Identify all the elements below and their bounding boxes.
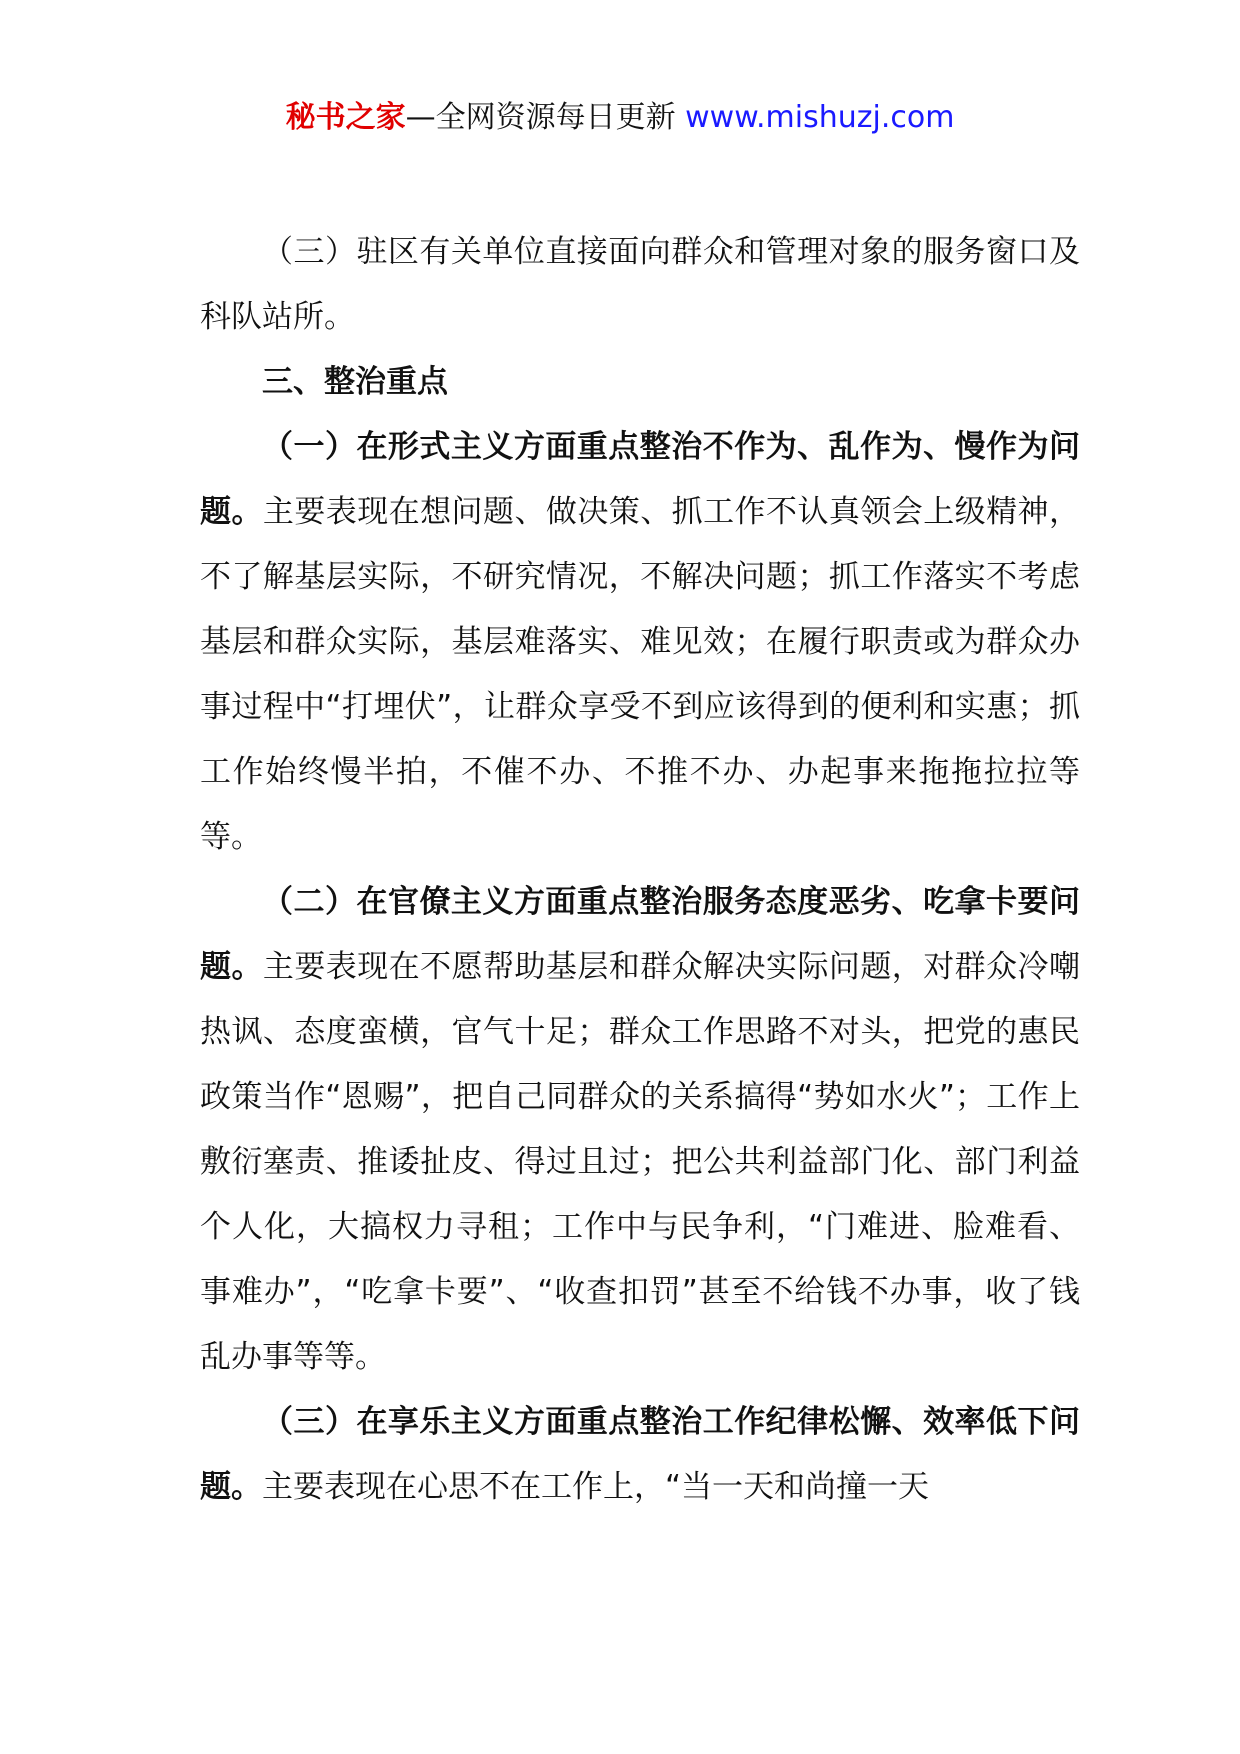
site-url-link[interactable]: www.mishuzj.com (685, 100, 955, 135)
paragraph-text: 主要表现在心思不在工作上，“当一天和尚撞一天 (262, 1469, 930, 1505)
paragraph-bureaucratism (200, 870, 1080, 1390)
paragraph-text: 主要表现在想问题、做决策、抓工作不认真领会上级精神，不了解基层实际，不研究情况，不解决问题；抓工作落实不考虑基层和群众实际，基层难落实、难见效；在履行职责或为群众办事过程中“打埋伏”，让群众享受不到应该得到的便利和实惠；抓工作始终慢半拍，不催不办、不推不办、办起事来拖拖拉拉等等。 (200, 494, 1080, 855)
paragraph-text: （三）驻区有关单位直接面向群众和管理对象的服务窗口及科队站所。 (200, 234, 1080, 335)
paragraph-scope-three (200, 220, 1080, 350)
paragraph-hedonism (200, 1390, 1080, 1520)
paragraph-text: 主要表现在不愿帮助基层和群众解决实际问题，对群众冷嘲热讽、态度蛮横，官气十足；群众工作思路不对头，把党的惠民政策当作“恩赐”，把自己同群众的关系搞得“势如水火”；工作上敷衍塞责、推诿扯皮、得过且过；把公共利益部门化、部门利益个人化，大搞权力寻租；工作中与民争利，“门难进、脸难看、事难办”，“吃拿卡要”、“收查扣罚”甚至不给钱不办事，收了钱乱办事等等。 (200, 949, 1080, 1375)
paragraph-formalism (200, 415, 1080, 870)
paragraph-lead: （二）在官僚主义方面重点整治服务态度恶劣、吃拿卡要问题。 (200, 884, 1080, 985)
header-tagline: —全网资源每日更新 (405, 100, 686, 135)
section-heading-key-points: 三、整治重点 (262, 364, 448, 400)
paragraph-lead: （一）在形式主义方面重点整治不作为、乱作为、慢作为问题。 (200, 429, 1080, 530)
brand-name: 秘书之家 (285, 100, 406, 135)
page-header (0, 98, 1240, 138)
paragraph-lead: （三）在享乐主义方面重点整治工作纪律松懈、效率低下问题。 (200, 1404, 1080, 1505)
document-body (200, 220, 1080, 1520)
